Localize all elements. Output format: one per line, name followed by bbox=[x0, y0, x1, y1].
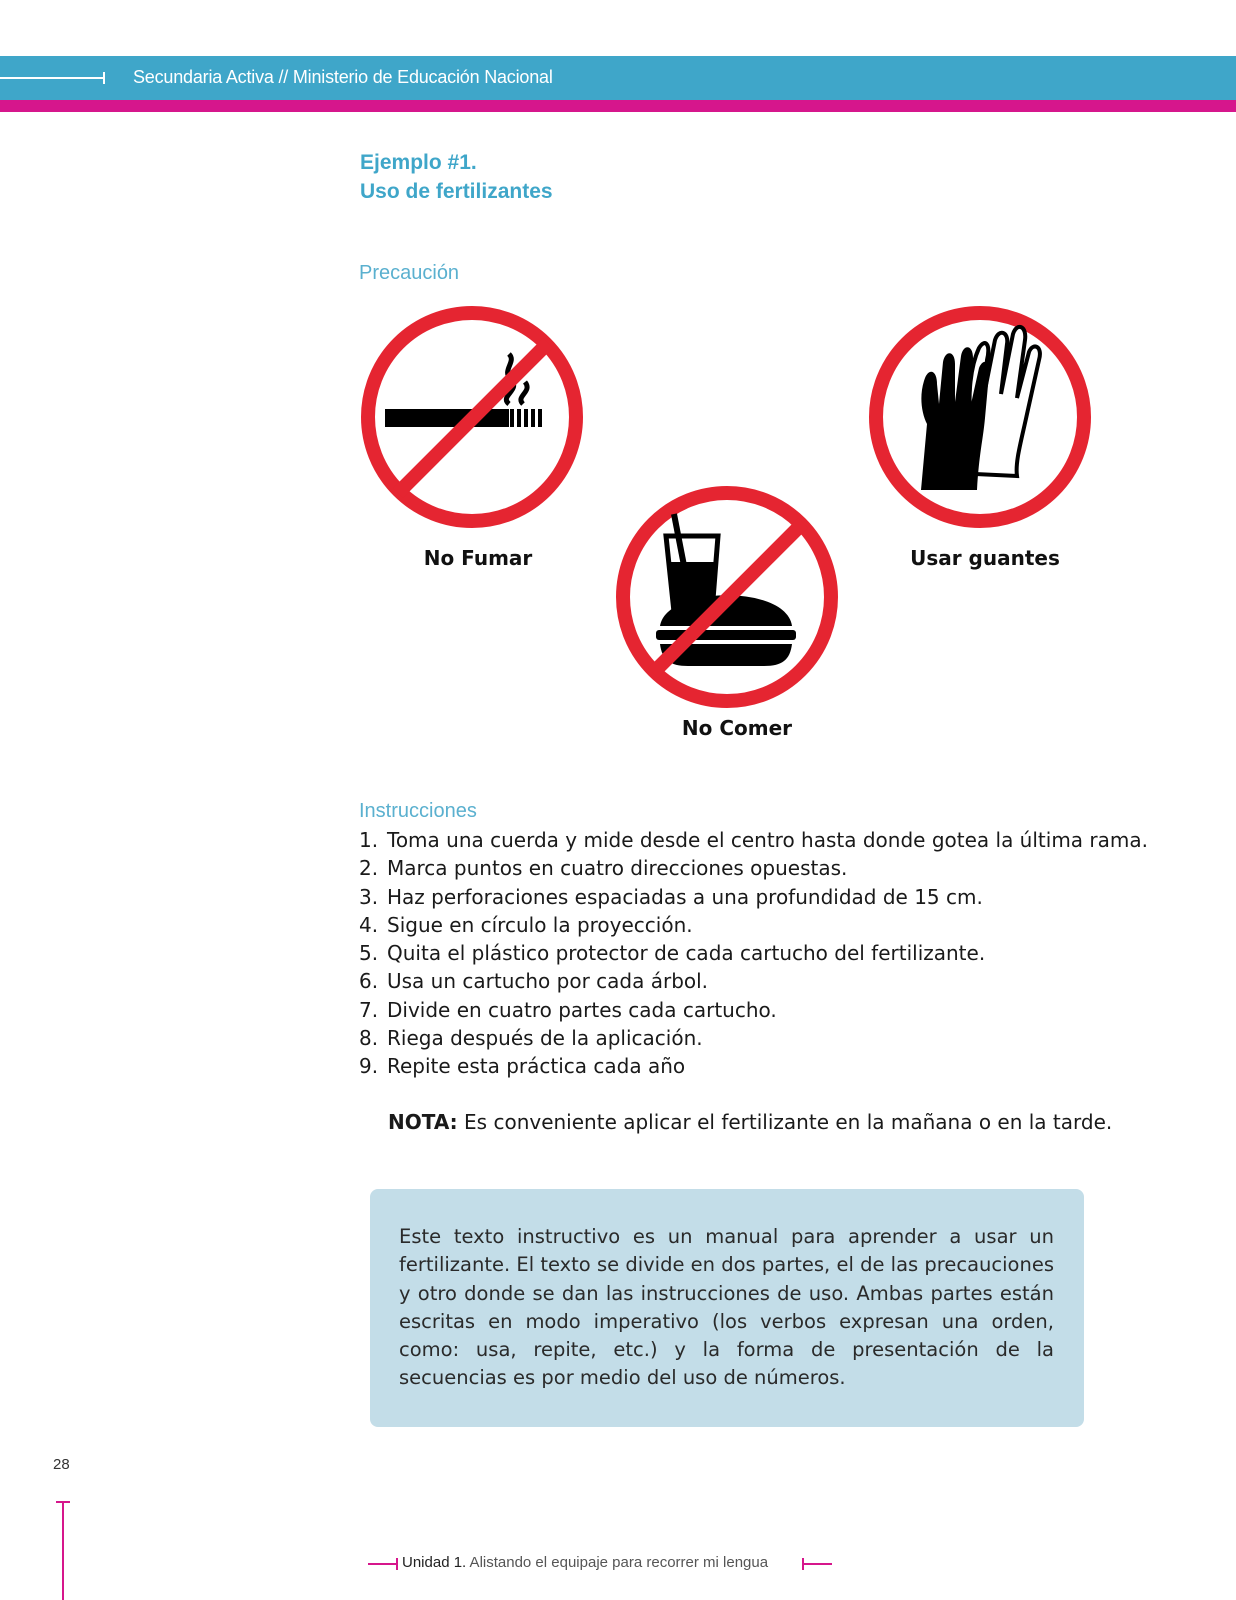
list-item bbox=[359, 939, 1148, 967]
step-number: 6. bbox=[359, 969, 379, 994]
step-text: Usa un cartucho por cada árbol. bbox=[387, 969, 709, 994]
footer-rule-left bbox=[368, 1563, 398, 1565]
list-item bbox=[359, 967, 1148, 995]
list-item bbox=[359, 1052, 1148, 1080]
margin-line bbox=[62, 1502, 64, 1600]
example-title-line1: Ejemplo #1. bbox=[360, 151, 477, 174]
step-text: Haz perforaciones espaciadas a una profundidad de 15 cm. bbox=[387, 884, 983, 909]
step-text: Quita el plástico protector de cada cartucho del fertilizante. bbox=[387, 941, 986, 966]
step-number: 4. bbox=[359, 912, 379, 937]
no-eating-icon bbox=[614, 484, 840, 710]
example-title-line2: Uso de fertilizantes bbox=[360, 180, 553, 203]
list-item bbox=[359, 1024, 1148, 1052]
precaution-label: Precaución bbox=[359, 262, 460, 284]
step-text: Marca puntos en cuatro direcciones opuestas. bbox=[387, 856, 848, 881]
sign-caption-no-eating: No Comer bbox=[681, 716, 793, 740]
header-text: Secundaria Activa // Ministerio de Educación Nacional bbox=[133, 67, 553, 87]
header-tick-line bbox=[0, 77, 105, 79]
example-title bbox=[360, 148, 553, 206]
header-rule bbox=[0, 100, 1236, 112]
summary-text: Este texto instructivo es un manual para aprender a usar un fertilizante. El texto se divide en dos partes, el de las precauciones y otro donde se dan las instrucciones de uso. Ambas partes están escritas en modo imperativo (los verbos expresan una orden, como: usa, repite, etc.) y la forma de presentación de la secuencias es por medio del uso de números. bbox=[399, 1225, 1054, 1390]
sign-caption-gloves: Usar guantes bbox=[910, 546, 1060, 570]
step-number: 2. bbox=[359, 856, 379, 881]
gloves-icon bbox=[867, 304, 1093, 530]
list-item bbox=[359, 854, 1148, 882]
footer-unit-title: Alistando el equipaje para recorrer mi lengua bbox=[466, 1554, 769, 1571]
footer-rule-left-cap bbox=[396, 1558, 398, 1570]
footer-text bbox=[402, 1554, 768, 1571]
instructions-list bbox=[359, 826, 1148, 1081]
note-text: Es conveniente aplicar el fertilizante en la mañana o en la tarde. bbox=[457, 1110, 1113, 1134]
list-item bbox=[359, 996, 1148, 1024]
step-number: 9. bbox=[359, 1054, 379, 1079]
page-number: 28 bbox=[53, 1456, 70, 1473]
step-number: 8. bbox=[359, 1026, 379, 1051]
step-number: 7. bbox=[359, 997, 379, 1022]
footer-rule-right bbox=[802, 1563, 832, 1565]
step-number: 5. bbox=[359, 941, 379, 966]
step-number: 1. bbox=[359, 828, 379, 852]
sign-caption-no-smoking: No Fumar bbox=[423, 546, 533, 570]
step-number: 3. bbox=[359, 884, 379, 909]
no-smoking-icon bbox=[359, 304, 585, 530]
step-text: Riega después de la aplicación. bbox=[387, 1026, 703, 1051]
step-text: Toma una cuerda y mide desde el centro hasta donde gotea la última rama. bbox=[387, 828, 1148, 852]
header-tick-end bbox=[103, 72, 105, 84]
summary-box bbox=[370, 1189, 1084, 1427]
note bbox=[388, 1110, 1112, 1134]
step-text: Repite esta práctica cada año bbox=[387, 1054, 686, 1079]
instructions-label: Instrucciones bbox=[359, 800, 477, 822]
step-text: Divide en cuatro partes cada cartucho. bbox=[387, 997, 777, 1022]
list-item bbox=[359, 883, 1148, 911]
list-item bbox=[359, 826, 1148, 854]
list-item bbox=[359, 911, 1148, 939]
step-text: Sigue en círculo la proyección. bbox=[387, 912, 693, 937]
footer-unit-label: Unidad 1. bbox=[402, 1554, 467, 1571]
note-label: NOTA: bbox=[388, 1110, 458, 1134]
